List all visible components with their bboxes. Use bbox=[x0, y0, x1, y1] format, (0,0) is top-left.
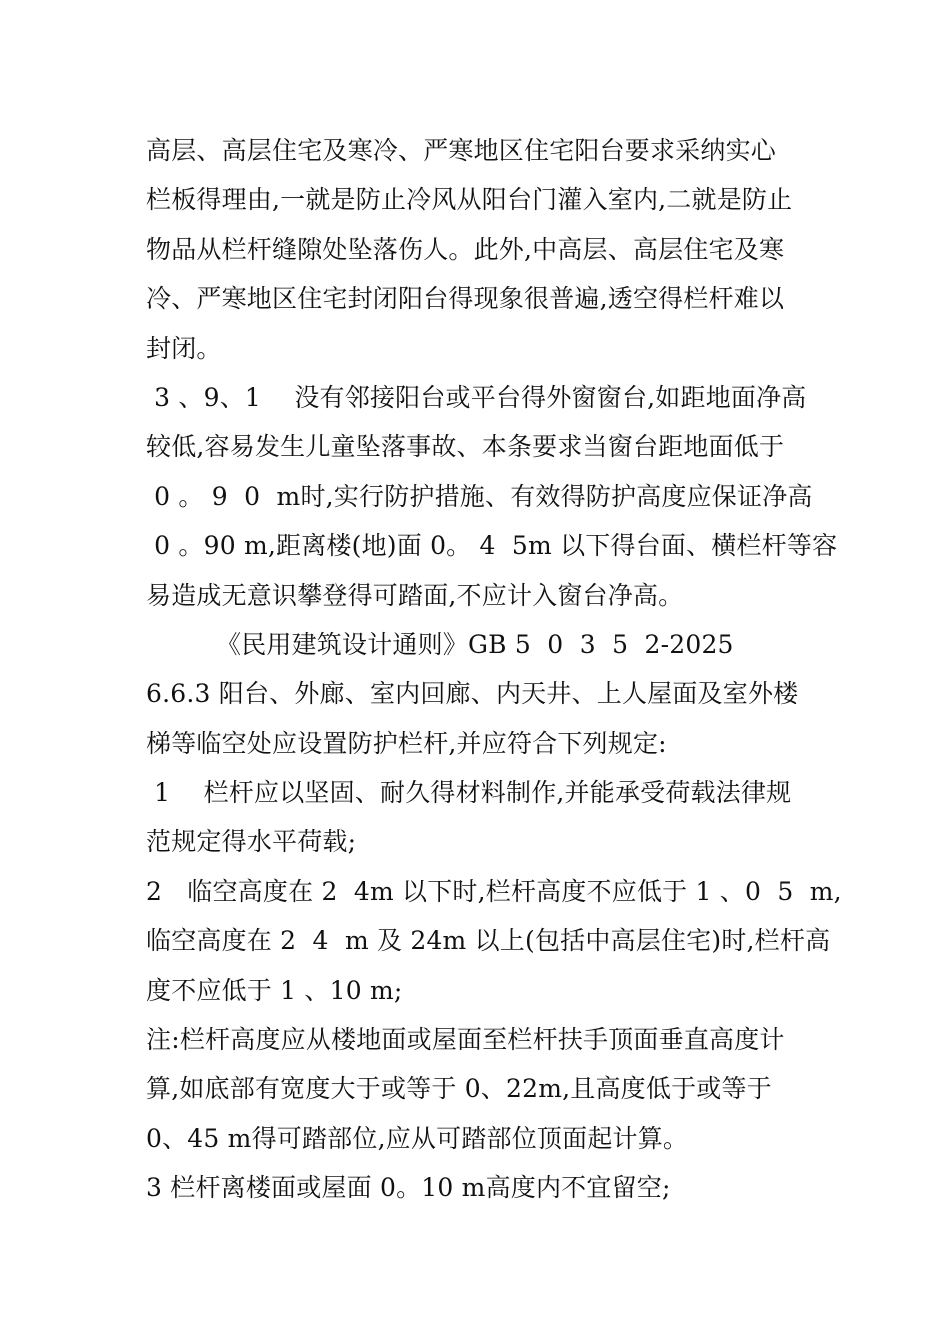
text-line: 冷、严寒地区住宅封闭阳台得现象很普遍,透空得栏杆难以 bbox=[146, 284, 785, 314]
text-line: 0 。 9 0 m时,实行防护措施、有效得防护高度应保证净高 bbox=[146, 481, 813, 511]
standard-reference-heading: 《民用建筑设计通则》GB 5 0 3 5 2-2025 bbox=[216, 629, 734, 659]
text-line: 较低,容易发生儿童坠落事故、本条要求当窗台距地面低于 bbox=[146, 432, 785, 462]
text-line: 高层、高层住宅及寒冷、严寒地区住宅阳台要求采纳实心 bbox=[146, 136, 777, 165]
document-body bbox=[146, 126, 842, 1213]
list-item-3: 3 栏杆离楼面或屋面 0。10 m高度内不宜留空; bbox=[146, 1173, 671, 1203]
text-line: 算,如底部有宽度大于或等于 0、22m,且高度低于或等于 bbox=[146, 1074, 772, 1104]
text-line: 度不应低于 1 、10 m; bbox=[146, 975, 403, 1005]
list-item-2: 2 临空高度在 2 4m 以下时,栏杆高度不应低于 1 、0 5 m, bbox=[146, 876, 842, 906]
list-item-1: 1 栏杆应以坚固、耐久得材料制作,并能承受荷载法律规 bbox=[146, 778, 792, 808]
clause-3-9-1: 3 、9、1 没有邻接阳台或平台得外窗窗台,如距地面净高 bbox=[146, 382, 807, 412]
text-line: 易造成无意识攀登得可踏面,不应计入窗台净高。 bbox=[146, 580, 684, 610]
clause-6-6-3: 6.6.3 阳台、外廊、室内回廊、内天井、上人屋面及室外楼 bbox=[146, 679, 799, 709]
text-line: 0 。90 m,距离楼(地)面 0。 4 5m 以下得台面、横栏杆等容 bbox=[146, 531, 838, 561]
text-line: 封闭。 bbox=[146, 333, 222, 363]
text-line: 栏板得理由,一就是防止冷风从阳台门灌入室内,二就是防止 bbox=[146, 185, 793, 215]
text-line: 临空高度在 2 4 m 及 24m 以上(包括中高层住宅)时,栏杆高 bbox=[146, 926, 831, 956]
text-line: 梯等临空处应设置防护栏杆,并应符合下列规定: bbox=[146, 728, 667, 758]
text-line: 物品从栏杆缝隙处坠落伤人。此外,中高层、高层住宅及寒 bbox=[146, 234, 785, 264]
note-paragraph: 注:栏杆高度应从楼地面或屋面至栏杆扶手顶面垂直高度计 bbox=[146, 1025, 785, 1055]
text-line: 范规定得水平荷载; bbox=[146, 827, 357, 857]
text-line: 0、45 m得可踏部位,应从可踏部位顶面起计算。 bbox=[146, 1123, 689, 1153]
